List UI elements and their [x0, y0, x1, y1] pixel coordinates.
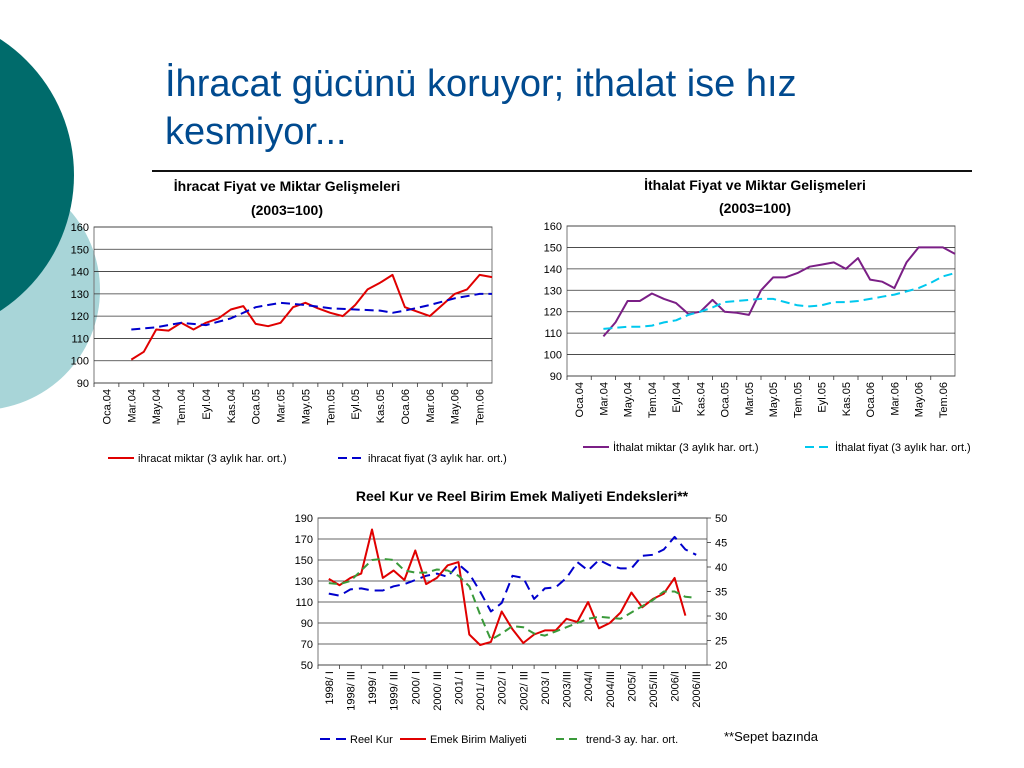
- chart-title: İthalat Fiyat ve Miktar Gelişmeleri: [644, 177, 866, 193]
- x-tick-label: Kas.05: [840, 382, 853, 417]
- y-tick-label: 110: [295, 597, 313, 609]
- x-tick-label: 2004/III: [604, 671, 617, 708]
- y-tick-label: 100: [70, 355, 89, 368]
- y-tick-label: 140: [543, 263, 562, 276]
- x-tick-label: May.05: [300, 389, 313, 425]
- x-tick-label: 1998/ III: [345, 671, 358, 711]
- y-tick-label: 150: [543, 242, 562, 255]
- x-tick-label: Mar.05: [275, 389, 288, 423]
- slide-title-line-1: İhracat gücünü koruyor; ithalat ise hız: [165, 63, 797, 105]
- y2-tick-label: 35: [715, 586, 728, 599]
- y-tick-label: 170: [294, 534, 313, 546]
- x-tick-label: Tem.06: [937, 382, 950, 419]
- y-tick-label: 120: [70, 311, 89, 324]
- x-tick-label: Mar.04: [126, 389, 139, 423]
- legend-label-3: trend-3 ay. har. ort.: [586, 734, 679, 746]
- y-tick-label: 150: [70, 244, 89, 257]
- chart-subtitle: (2003=100): [250, 202, 324, 218]
- y2-tick-label: 45: [715, 537, 728, 550]
- y-tick-label: 160: [70, 222, 89, 234]
- chart-title: İhracat Fiyat ve Miktar Gelişmeleri: [173, 178, 401, 194]
- x-tick-label: May.04: [151, 389, 164, 425]
- x-tick-label: 2004/I: [583, 671, 596, 702]
- y-tick-label: 130: [543, 285, 562, 298]
- y2-tick-label: 30: [715, 611, 728, 623]
- x-tick-label: Kas.05: [375, 389, 388, 424]
- x-tick-label: Oca.05: [719, 382, 732, 418]
- legend-label-2: Emek Birim Maliyeti: [430, 734, 527, 746]
- x-tick-label: 2001/ III: [475, 671, 488, 711]
- x-tick-label: 2002/ III: [518, 671, 531, 711]
- x-tick-label: Eyl.04: [200, 389, 213, 420]
- x-tick-label: Mar.06: [424, 389, 437, 423]
- y-tick-label: 130: [70, 288, 89, 301]
- y-tick-label: 90: [549, 371, 562, 383]
- x-tick-label: 2002/ I: [496, 671, 509, 705]
- x-tick-label: Oca.06: [865, 382, 878, 418]
- y-tick-label: 90: [76, 378, 89, 390]
- x-tick-label: May.05: [768, 382, 781, 418]
- y-tick-label: 120: [543, 306, 562, 319]
- y2-tick-label: 20: [715, 660, 728, 672]
- x-tick-label: May.04: [622, 382, 635, 418]
- x-tick-label: 2006/I: [669, 671, 682, 702]
- footnote: **Sepet bazında: [724, 729, 818, 744]
- y-tick-label: 190: [294, 513, 313, 525]
- x-tick-label: May.06: [913, 382, 926, 418]
- x-tick-label: 2000/ I: [410, 671, 423, 705]
- x-tick-label: Mar.06: [889, 382, 902, 416]
- x-tick-label: Oca.04: [574, 382, 587, 418]
- legend-label-2: İthalat fiyat (3 aylık har. ort.): [835, 442, 971, 454]
- x-tick-label: Eyl.05: [816, 382, 829, 413]
- x-tick-label: Oca.05: [250, 389, 263, 425]
- x-tick-label: Tem.05: [792, 382, 805, 419]
- x-tick-label: Tem.04: [646, 382, 659, 419]
- y2-tick-label: 40: [715, 562, 728, 574]
- x-tick-label: 2003/ I: [539, 671, 552, 705]
- x-tick-label: 2006/III: [691, 671, 704, 708]
- y2-tick-label: 25: [715, 635, 728, 648]
- legend-label-1: Reel Kur: [350, 734, 393, 746]
- y2-tick-label: 50: [715, 513, 728, 525]
- x-tick-label: 1998/ I: [323, 671, 336, 705]
- y-tick-label: 130: [294, 576, 313, 588]
- y-tick-label: 140: [70, 266, 89, 279]
- x-tick-label: Mar.04: [598, 382, 611, 416]
- x-tick-label: 1999/ III: [388, 671, 401, 711]
- y-tick-label: 100: [543, 349, 562, 362]
- y-tick-label: 110: [71, 333, 89, 346]
- x-tick-label: May.06: [449, 389, 462, 425]
- x-tick-label: 2000/ III: [431, 671, 444, 711]
- y-tick-label: 150: [294, 555, 313, 567]
- y-tick-label: 160: [543, 221, 562, 233]
- series-line-1: [329, 537, 696, 612]
- x-tick-label: 2001/ I: [453, 671, 466, 705]
- x-tick-label: Mar.05: [743, 382, 756, 416]
- legend-label-2: ihracat fiyat (3 aylık har. ort.): [368, 453, 507, 465]
- legend-label-1: ihracat miktar (3 aylık har. ort.): [138, 453, 287, 465]
- chart-subtitle: (2003=100): [718, 200, 792, 216]
- legend-label-1: İthalat miktar (3 aylık har. ort.): [613, 442, 759, 454]
- x-tick-label: Tem.06: [474, 389, 487, 426]
- x-tick-label: Kas.04: [225, 389, 238, 424]
- y-tick-label: 110: [544, 328, 562, 341]
- x-tick-label: Tem.04: [176, 389, 189, 426]
- y-tick-label: 70: [300, 639, 313, 651]
- x-tick-label: 2003/III: [561, 671, 574, 708]
- x-tick-label: 2005/I: [626, 671, 639, 702]
- x-tick-label: Tem.05: [325, 389, 338, 426]
- x-tick-label: 2005/III: [647, 671, 660, 708]
- x-tick-label: Kas.04: [695, 382, 708, 417]
- x-tick-label: 1999/ I: [367, 671, 380, 705]
- x-tick-label: Oca.06: [399, 389, 412, 425]
- x-tick-label: Eyl.05: [350, 389, 363, 420]
- x-tick-label: Eyl.04: [671, 382, 684, 413]
- y-tick-label: 50: [300, 660, 313, 672]
- chart-title: Reel Kur ve Reel Birim Emek Maliyeti Endeksleri**: [355, 488, 689, 504]
- slide-title-line-2: kesmiyor...: [165, 111, 347, 153]
- y-tick-label: 90: [300, 618, 313, 630]
- x-tick-label: Oca.04: [101, 389, 114, 425]
